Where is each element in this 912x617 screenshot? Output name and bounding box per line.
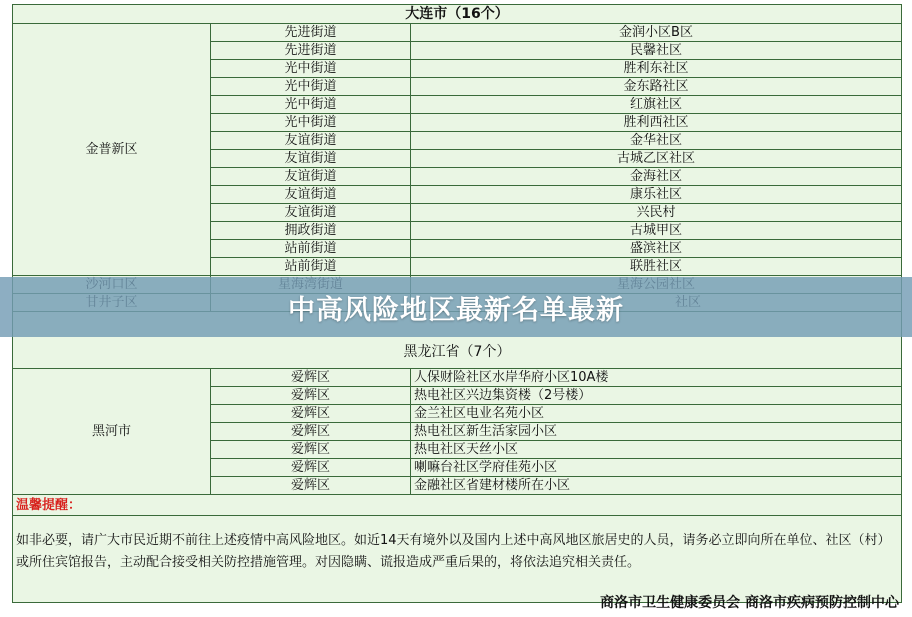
community-cell: 古城乙区社区 <box>411 150 902 168</box>
reminder-label-row <box>13 495 902 516</box>
community-cell: 金海社区 <box>411 168 902 186</box>
community-cell: 盛滨社区 <box>411 240 902 258</box>
street-cell: 先进街道 <box>211 24 411 42</box>
dalian-header-row <box>13 5 902 24</box>
district-heihe: 黑河市 <box>13 369 211 495</box>
street-cell: 光中街道 <box>211 78 411 96</box>
community-cell: 胜利东社区 <box>411 60 902 78</box>
reminder-text: 如非必要，请广大市民近期不前往上述疫情中高风险地区。如近14天有境外以及国内上述中高风地区旅居史的人员，请务必立即向所在单位、社区（村）或所住宾馆报告，主动配合接受相关防控措施管理。对因隐瞒、谎报造成严重后果的，将依法追究相关责任。 <box>16 533 891 570</box>
community-cell: 兴民村 <box>411 204 902 222</box>
street-cell: 爱辉区 <box>211 459 411 477</box>
issuer-footer: 商洛市卫生健康委员会 商洛市疾病预防控制中心 <box>600 595 899 611</box>
table-row <box>13 24 902 42</box>
street-cell: 站前街道 <box>211 258 411 276</box>
title-banner <box>0 277 912 337</box>
community-cell: 热电社区新生活家园小区 <box>411 423 902 441</box>
community-cell: 民馨社区 <box>411 42 902 60</box>
street-cell: 站前街道 <box>211 240 411 258</box>
community-cell: 喇嘛台社区学府佳苑小区 <box>411 459 902 477</box>
community-cell: 康乐社区 <box>411 186 902 204</box>
street-cell: 爱辉区 <box>211 441 411 459</box>
reminder-text-row <box>13 516 902 603</box>
community-cell: 金华社区 <box>411 132 902 150</box>
community-cell: 金融社区省建材楼所在小区 <box>411 477 902 495</box>
street-cell: 爱辉区 <box>211 423 411 441</box>
street-cell: 先进街道 <box>211 42 411 60</box>
reminder-text-cell <box>13 516 902 603</box>
street-cell: 光中街道 <box>211 96 411 114</box>
street-cell: 爱辉区 <box>211 405 411 423</box>
street-cell: 光中街道 <box>211 60 411 78</box>
community-cell: 金润小区B区 <box>411 24 902 42</box>
reminder-label: 温馨提醒： <box>13 495 902 516</box>
table-row <box>13 369 902 387</box>
community-cell: 红旗社区 <box>411 96 902 114</box>
street-cell: 友谊街道 <box>211 150 411 168</box>
heilongjiang-header: 黑龙江省（7个） <box>13 312 902 369</box>
street-cell: 爱辉区 <box>211 369 411 387</box>
community-cell: 热电社区天丝小区 <box>411 441 902 459</box>
community-cell: 金兰社区电业名苑小区 <box>411 405 902 423</box>
street-cell: 拥政街道 <box>211 222 411 240</box>
street-cell: 友谊街道 <box>211 204 411 222</box>
street-cell: 光中街道 <box>211 114 411 132</box>
community-cell: 热电社区兴边集资楼（2号楼） <box>411 387 902 405</box>
community-cell: 胜利西社区 <box>411 114 902 132</box>
community-cell: 联胜社区 <box>411 258 902 276</box>
street-cell: 友谊街道 <box>211 132 411 150</box>
dalian-header: 大连市（16个） <box>13 5 902 24</box>
banner-title: 中高风险地区最新名单最新 <box>288 294 624 326</box>
community-cell: 金东路社区 <box>411 78 902 96</box>
district-jinpu: 金普新区 <box>13 24 211 276</box>
street-cell: 爱辉区 <box>211 387 411 405</box>
street-cell: 友谊街道 <box>211 186 411 204</box>
street-cell: 友谊街道 <box>211 168 411 186</box>
community-cell: 古城甲区 <box>411 222 902 240</box>
community-cell: 人保财险社区水岸华府小区10A楼 <box>411 369 902 387</box>
street-cell: 爱辉区 <box>211 477 411 495</box>
